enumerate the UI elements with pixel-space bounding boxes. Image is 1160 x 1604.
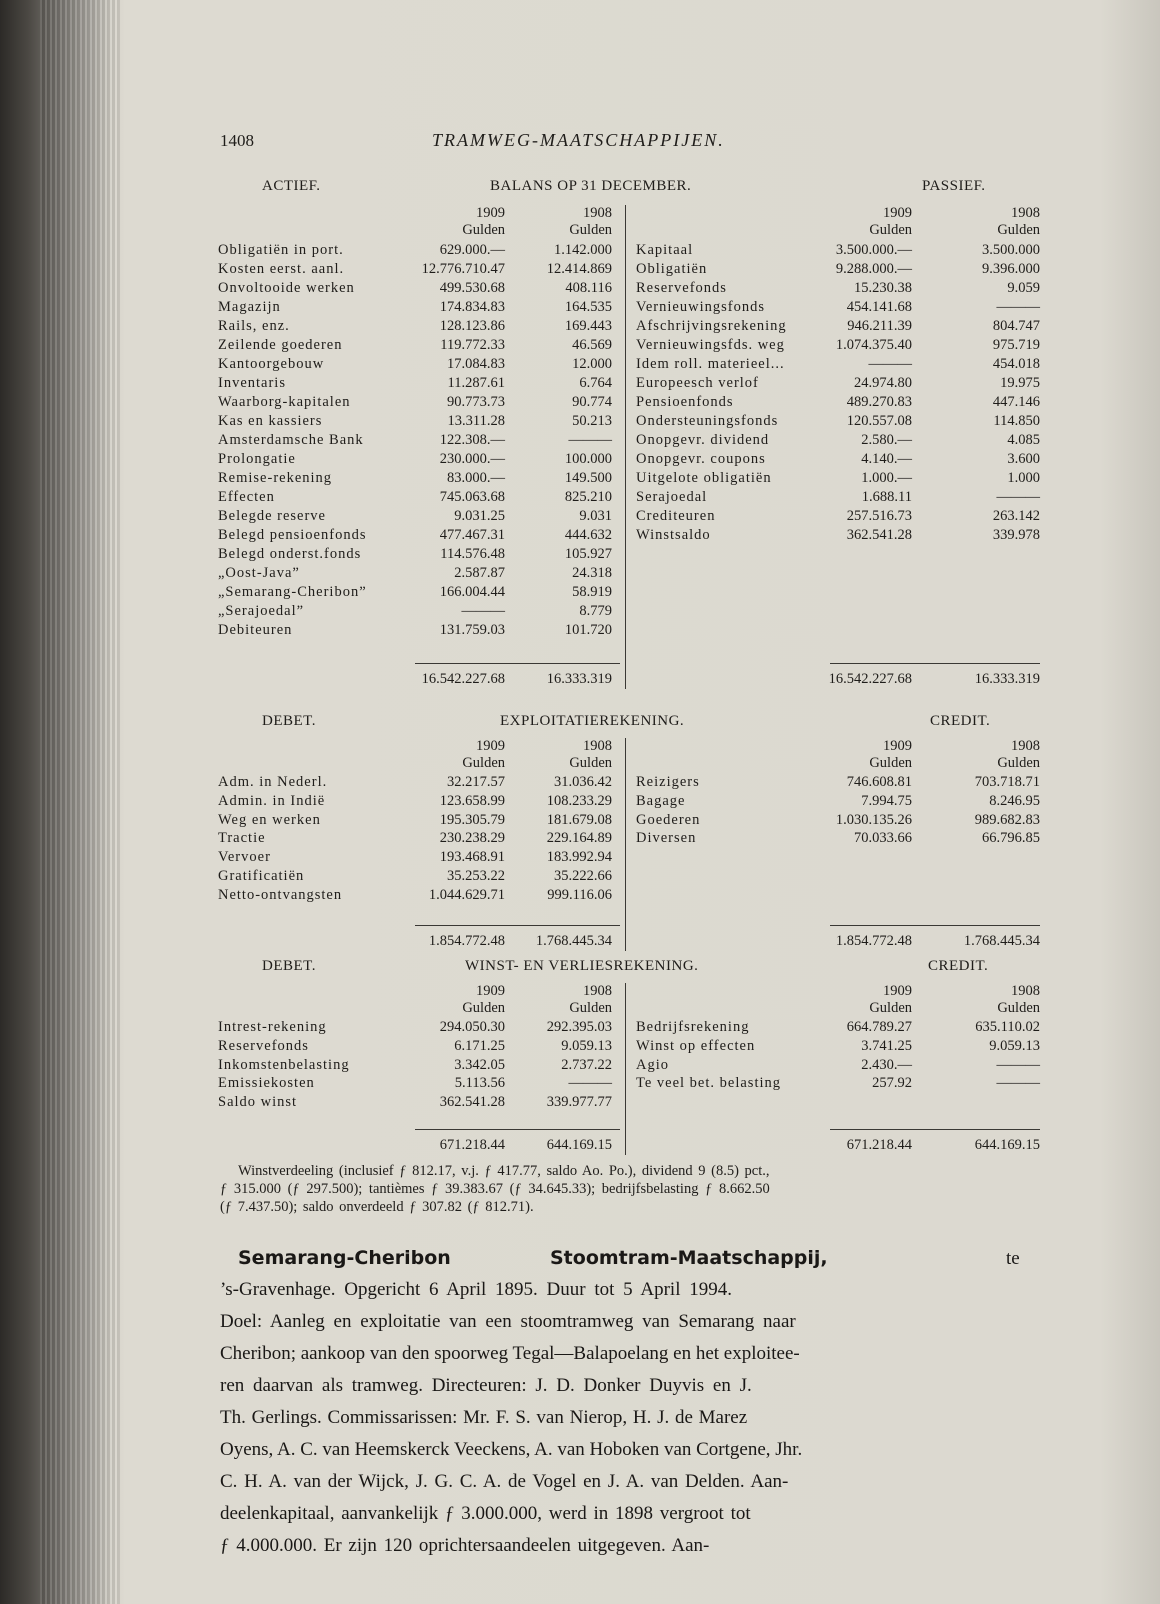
exploitatie-left-value-1908: 999.116.06	[547, 886, 612, 903]
exploitatie-left-value-1909: 1.044.629.71	[428, 886, 505, 903]
balans-left-item-label: Belegd pensioenfonds	[218, 527, 367, 543]
balans-year-header: 1908	[1011, 205, 1040, 221]
winst-left-item-label: Intrest-rekening	[218, 1019, 327, 1035]
balans-right-value-1908: 975.719	[992, 337, 1040, 353]
exploitatie-left-value-1908: 183.992.94	[546, 849, 612, 866]
balans-right-total-1909: 16.542.227.68	[828, 671, 912, 687]
exploitatie-left-value-1909: 123.658.99	[439, 792, 505, 809]
winst-right-value-1908: 635.110.02	[975, 1019, 1040, 1035]
winst-left-value-1908: 292.395.03	[546, 1019, 612, 1035]
exploitatie-unit-header: Gulden	[462, 755, 505, 771]
company-name-suffix: te	[1006, 1248, 1020, 1269]
winst-right-value-1908: ———	[996, 1056, 1040, 1073]
balans-left-item-label: Belegde reserve	[218, 508, 326, 524]
exploitatie-right-value-1909: 746.608.81	[846, 774, 912, 790]
balans-right-item-label: Crediteuren	[636, 508, 716, 524]
balans-left-value-1909: 12.776.710.47	[421, 261, 505, 277]
balans-left-item-label: „Oost-Java”	[218, 565, 300, 581]
balans-left-label: ACTIEF.	[262, 178, 321, 194]
balans-right-value-1909: 454.141.68	[846, 299, 912, 315]
exploitatie-divider	[625, 738, 626, 951]
balans-right-item-label: Vernieuwingsfonds	[636, 299, 765, 315]
balans-left-value-1909: 131.759.03	[439, 622, 505, 638]
winst-right-item-label: Bedrijfsrekening	[636, 1019, 750, 1035]
balans-right-item-label: Serajoedal	[636, 489, 708, 505]
company-line-1: ’s-Gravenhage. Opgericht 6 April 1895. Duur tot 5 April 1994.	[220, 1279, 732, 1300]
balans-left-value-1909: 90.773.73	[447, 394, 505, 410]
winst-right-value-1908: 9.059.13	[989, 1037, 1040, 1054]
exploitatie-right-value-1908: 989.682.83	[974, 811, 1040, 828]
exploitatie-left-value-1909: 32.217.57	[447, 774, 505, 790]
exploitatie-right-value-1909: 70.033.66	[854, 830, 912, 847]
balans-left-item-label: Belegd onderst.fonds	[218, 546, 362, 562]
balans-right-value-1908: 3.600	[1007, 451, 1040, 467]
balans-left-value-1908: 164.535	[564, 299, 612, 315]
balans-left-value-1909: 11.287.61	[447, 375, 505, 391]
exploitatie-right-total-rule	[830, 925, 1040, 926]
exploitatie-left-item-label: Admin. in Indië	[218, 792, 326, 809]
winstverdeeling-line-1: Winstverdeeling (inclusief ƒ 812.17, v.j. ƒ 417.77, saldo Ao. Po.), dividend 9 (8.5) pct.,	[238, 1163, 770, 1179]
exploitatie-unit-header: Gulden	[997, 755, 1040, 771]
balans-right-item-label: Winstsaldo	[636, 527, 711, 543]
winst-left-value-1908: 339.977.77	[546, 1094, 612, 1111]
company-line-7: C. H. A. van der Wijck, J. G. C. A. de Vogel en J. A. van Delden. Aan-	[220, 1471, 789, 1492]
balans-right-value-1908: 1.000	[1007, 470, 1040, 486]
balans-left-value-1909: 122.308.—	[439, 432, 505, 448]
company-line-8: deelenkapitaal, aanvankelijk ƒ 3.000.000, werd in 1898 vergroot tot	[220, 1503, 751, 1524]
balans-right-value-1908: 19.975	[1000, 375, 1040, 391]
balans-right-item-label: Afschrijvingsrekening	[636, 318, 787, 334]
balans-left-value-1908: ———	[568, 432, 612, 448]
balans-unit-header: Gulden	[462, 222, 505, 238]
balans-left-item-label: Rails, enz.	[218, 318, 290, 334]
balans-right-value-1909: 489.270.83	[846, 394, 912, 410]
exploitatie-left-total-1909: 1.854.772.48	[428, 933, 505, 949]
exploitatie-right-value-1909: 7.994.75	[861, 792, 912, 809]
company-line-5: Th. Gerlings. Commissarissen: Mr. F. S. van Nierop, H. J. de Marez	[220, 1407, 748, 1428]
winst-title: WINST- EN VERLIESREKENING.	[465, 958, 699, 974]
page-number: 1408	[220, 131, 254, 150]
balans-left-value-1908: 6.764	[579, 375, 612, 391]
winst-left-value-1909: 5.113.56	[454, 1075, 505, 1092]
exploitatie-year-header: 1908	[1011, 738, 1040, 754]
company-line-2: Doel: Aanleg en exploitatie van een stoomtramweg van Semarang naar	[220, 1311, 796, 1332]
company-line-4: ren daarvan als tramweg. Directeuren: J. D. Donker Duyvis en J.	[220, 1375, 752, 1396]
exploitatie-right-item-label: Goederen	[636, 811, 701, 828]
exploitatie-left-item-label: Tractie	[218, 830, 266, 847]
balans-right-value-1909: 3.500.000.—	[835, 242, 912, 258]
company-line-9: ƒ 4.000.000. Er zijn 120 oprichtersaandeelen uitgegeven. Aan-	[220, 1535, 710, 1556]
balans-right-value-1909: ———	[868, 356, 912, 372]
balans-right-value-1908: 454.018	[992, 356, 1040, 372]
winst-left-value-1909: 6.171.25	[454, 1037, 505, 1054]
exploitatie-left-item-label: Adm. in Nederl.	[218, 774, 328, 790]
balans-right-value-1909: 2.580.—	[861, 432, 912, 448]
exploitatie-right-value-1908: 66.796.85	[982, 830, 1040, 847]
balans-left-item-label: Inventaris	[218, 375, 286, 391]
balans-left-value-1909: 745.063.68	[439, 489, 505, 505]
balans-left-value-1909: ———	[461, 603, 505, 619]
winst-right-value-1909: 2.430.—	[861, 1056, 912, 1073]
balans-left-value-1908: 24.318	[572, 565, 612, 581]
balans-right-item-label: Uitgelote obligatiën	[636, 470, 772, 486]
winst-year-header: 1908	[583, 983, 612, 999]
balans-right-value-1909: 1.074.375.40	[835, 337, 912, 353]
exploitatie-left-value-1909: 195.305.79	[439, 811, 505, 828]
winst-unit-header: Gulden	[569, 1000, 612, 1016]
exploitatie-left-value-1909: 230.238.29	[439, 830, 505, 847]
balans-left-total-1908: 16.333.319	[546, 671, 612, 687]
balans-left-value-1909: 119.772.33	[440, 337, 505, 353]
balans-left-value-1908: 9.031	[579, 508, 612, 524]
winst-left-value-1909: 3.342.05	[454, 1056, 505, 1073]
balans-left-item-label: Kosten eerst. aanl.	[218, 261, 345, 277]
winst-year-header: 1908	[1011, 983, 1040, 999]
balans-left-item-label: Kantoorgebouw	[218, 356, 325, 372]
balans-left-item-label: Zeilende goederen	[218, 337, 343, 353]
balans-right-value-1909: 15.230.38	[854, 280, 912, 296]
company-name-part-2: Stoomtram-Maatschappij,	[550, 1247, 828, 1269]
company-heading	[238, 1246, 1038, 1271]
balans-left-value-1909: 477.467.31	[439, 527, 505, 543]
exploitatie-left-value-1909: 35.253.22	[447, 868, 505, 884]
balans-right-value-1909: 362.541.28	[846, 527, 912, 543]
balans-left-value-1909: 499.530.68	[439, 280, 505, 296]
company-line-6: Oyens, A. C. van Heemskerck Veeckens, A. van Hoboken van Cortgene, Jhr.	[220, 1439, 803, 1460]
book-spine	[40, 0, 120, 1604]
balans-left-value-1908: 105.927	[564, 546, 612, 562]
exploitatie-right-total-1908: 1.768.445.34	[963, 933, 1040, 949]
balans-right-item-label: Ondersteuningsfonds	[636, 413, 779, 429]
balans-left-value-1908: 825.210	[564, 489, 612, 505]
winst-left-value-1908: ———	[568, 1075, 612, 1092]
balans-right-value-1908: 9.396.000	[982, 261, 1040, 277]
winst-divider	[625, 983, 626, 1155]
exploitatie-year-header: 1909	[476, 738, 505, 754]
balans-left-value-1909: 83.000.—	[447, 470, 505, 486]
exploitatie-left-value-1908: 181.679.08	[546, 811, 612, 828]
balans-right-item-label: Obligatiën	[636, 261, 708, 277]
exploitatie-right-item-label: Diversen	[636, 830, 697, 847]
winst-right-total-rule	[830, 1129, 1040, 1130]
balans-right-value-1908: 339.978	[992, 527, 1040, 543]
balans-year-header: 1909	[476, 205, 505, 221]
winst-left-label: DEBET.	[262, 958, 316, 974]
balans-right-value-1908: 447.146	[992, 394, 1040, 410]
balans-left-value-1909: 9.031.25	[454, 508, 505, 524]
winst-right-item-label: Agio	[636, 1056, 669, 1073]
balans-right-item-label: Europeesch verlof	[636, 375, 759, 391]
winst-right-item-label: Te veel bet. belasting	[636, 1075, 781, 1092]
running-title: TRAMWEG-MAATSCHAPPIJEN.	[432, 130, 725, 150]
winstverdeeling-line-2: ƒ 315.000 (ƒ 297.500); tantièmes ƒ 39.383.67 (ƒ 34.645.33); bedrijfsbelasting ƒ 8.662.50	[220, 1181, 770, 1197]
balans-left-value-1908: 101.720	[564, 622, 612, 638]
exploitatie-left-total-rule	[415, 925, 620, 926]
exploitatie-right-item-label: Bagage	[636, 792, 686, 809]
winst-unit-header: Gulden	[869, 1000, 912, 1016]
winst-right-label: CREDIT.	[928, 958, 989, 974]
balans-left-item-label: Onvoltooide werken	[218, 280, 355, 296]
winst-left-value-1908: 2.737.22	[561, 1056, 612, 1073]
winst-left-item-label: Reservefonds	[218, 1037, 309, 1054]
balans-title: BALANS OP 31 DECEMBER.	[490, 178, 692, 194]
balans-right-item-label: Onopgevr. coupons	[636, 451, 766, 467]
balans-left-item-label: Kas en kassiers	[218, 413, 323, 429]
balans-right-value-1909: 257.516.73	[846, 508, 912, 524]
exploitatie-right-value-1908: 8.246.95	[989, 792, 1040, 809]
balans-right-value-1908: ———	[996, 299, 1040, 315]
exploitatie-left-item-label: Weg en werken	[218, 811, 321, 828]
balans-right-value-1909: 4.140.—	[861, 451, 912, 467]
balans-left-value-1908: 444.632	[564, 527, 612, 543]
exploitatie-year-header: 1909	[883, 738, 912, 754]
winst-right-value-1908: ———	[996, 1075, 1040, 1092]
exploitatie-right-value-1909: 1.030.135.26	[835, 811, 912, 828]
winst-year-header: 1909	[883, 983, 912, 999]
balans-right-value-1908: ———	[996, 489, 1040, 505]
balans-right-value-1909: 24.974.80	[854, 375, 912, 391]
winst-right-value-1909: 257.92	[872, 1075, 912, 1092]
winst-unit-header: Gulden	[462, 1000, 505, 1016]
company-name-part-1: Semarang-Cheribon	[238, 1247, 451, 1269]
winst-left-item-label: Inkomstenbelasting	[218, 1056, 350, 1073]
balans-left-item-label: Amsterdamsche Bank	[218, 432, 364, 448]
balans-year-header: 1909	[883, 205, 912, 221]
balans-left-value-1909: 174.834.83	[439, 299, 505, 315]
balans-left-item-label: Obligatiën in port.	[218, 242, 344, 258]
balans-left-value-1909: 17.084.83	[447, 356, 505, 372]
balans-left-value-1908: 90.774	[572, 394, 612, 410]
balans-right-label: PASSIEF.	[922, 178, 986, 194]
balans-unit-header: Gulden	[869, 222, 912, 238]
exploitatie-right-value-1908: 703.718.71	[974, 774, 1040, 790]
balans-left-item-label: Remise-rekening	[218, 470, 333, 486]
exploitatie-left-item-label: Netto-ontvangsten	[218, 886, 343, 903]
winst-right-value-1909: 664.789.27	[846, 1019, 912, 1035]
exploitatie-left-label: DEBET.	[262, 713, 316, 729]
winst-left-total-1908: 644.169.15	[546, 1137, 612, 1153]
exploitatie-year-header: 1908	[583, 738, 612, 754]
winst-left-item-label: Emissiekosten	[218, 1075, 315, 1092]
balans-right-value-1908: 4.085	[1007, 432, 1040, 448]
balans-divider	[625, 205, 626, 689]
winst-right-value-1909: 3.741.25	[861, 1037, 912, 1054]
winst-year-header: 1909	[476, 983, 505, 999]
exploitatie-left-value-1908: 35.222.66	[554, 868, 612, 884]
balans-left-value-1908: 12.000	[572, 356, 612, 372]
balans-left-value-1908: 58.919	[572, 584, 612, 600]
balans-right-item-label: Onopgevr. dividend	[636, 432, 770, 448]
balans-right-total-1908: 16.333.319	[974, 671, 1040, 687]
balans-left-value-1908: 100.000	[564, 451, 612, 467]
balans-left-value-1908: 1.142.000	[554, 242, 612, 258]
balans-left-item-label: „Serajoedal”	[218, 603, 305, 619]
balans-left-value-1909: 128.123.86	[439, 318, 505, 334]
balans-right-value-1908: 114.850	[993, 413, 1040, 429]
exploitatie-right-label: CREDIT.	[930, 713, 991, 729]
exploitatie-left-value-1908: 31.036.42	[554, 774, 612, 790]
winst-right-total-1908: 644.169.15	[974, 1137, 1040, 1153]
balans-right-item-label: Pensioenfonds	[636, 394, 734, 410]
balans-right-value-1909: 120.557.08	[846, 413, 912, 429]
exploitatie-left-value-1909: 193.468.91	[439, 849, 505, 866]
balans-unit-header: Gulden	[569, 222, 612, 238]
winst-left-value-1909: 362.541.28	[439, 1094, 505, 1111]
balans-left-value-1908: 149.500	[564, 470, 612, 486]
balans-left-item-label: „Semarang-Cheribon”	[218, 584, 367, 600]
balans-left-value-1908: 8.779	[579, 603, 612, 619]
balans-left-total-1909: 16.542.227.68	[421, 671, 505, 687]
winst-right-item-label: Winst op effecten	[636, 1037, 756, 1054]
exploitatie-unit-header: Gulden	[869, 755, 912, 771]
winstverdeeling-line-3: (ƒ 7.437.50); saldo onverdeeld ƒ 307.82 (ƒ 812.71).	[220, 1199, 534, 1215]
balans-left-item-label: Debiteuren	[218, 622, 293, 638]
balans-right-value-1909: 9.288.000.—	[835, 261, 912, 277]
balans-right-item-label: Reservefonds	[636, 280, 727, 296]
balans-left-value-1909: 166.004.44	[439, 584, 505, 600]
balans-right-value-1909: 1.688.11	[861, 489, 912, 505]
balans-right-value-1908: 9.059	[1007, 280, 1040, 296]
balans-left-item-label: Effecten	[218, 489, 275, 505]
exploitatie-right-item-label: Reizigers	[636, 774, 700, 790]
balans-left-item-label: Waarborg-kapitalen	[218, 394, 351, 410]
balans-left-value-1909: 114.576.48	[440, 546, 505, 562]
winst-unit-header: Gulden	[997, 1000, 1040, 1016]
exploitatie-left-value-1908: 108.233.29	[546, 792, 612, 809]
balans-right-value-1908: 263.142	[992, 508, 1040, 524]
balans-left-value-1909: 2.587.87	[454, 565, 505, 581]
balans-left-value-1909: 230.000.—	[439, 451, 505, 467]
winst-right-total-1909: 671.218.44	[846, 1137, 912, 1153]
exploitatie-left-value-1908: 229.164.89	[546, 830, 612, 847]
winst-left-total-1909: 671.218.44	[439, 1137, 505, 1153]
balans-left-total-rule	[415, 663, 620, 664]
winst-left-total-rule	[415, 1129, 620, 1130]
balans-right-total-rule	[830, 663, 1040, 664]
balans-right-value-1908: 3.500.000	[982, 242, 1040, 258]
balans-right-value-1909: 946.211.39	[847, 318, 912, 334]
balans-left-value-1908: 408.116	[565, 280, 612, 296]
balans-left-value-1908: 50.213	[572, 413, 612, 429]
balans-right-value-1909: 1.000.—	[861, 470, 912, 486]
balans-left-value-1908: 169.443	[564, 318, 612, 334]
exploitatie-left-item-label: Vervoer	[218, 849, 271, 866]
balans-left-value-1908: 46.569	[572, 337, 612, 353]
balans-left-value-1909: 13.311.28	[447, 413, 505, 429]
exploitatie-unit-header: Gulden	[569, 755, 612, 771]
balans-left-value-1908: 12.414.869	[546, 261, 612, 277]
balans-right-item-label: Idem roll. materieel...	[636, 356, 785, 372]
exploitatie-left-total-1908: 1.768.445.34	[535, 933, 612, 949]
winst-left-value-1908: 9.059.13	[561, 1037, 612, 1054]
company-line-3: Cheribon; aankoop van den spoorweg Tegal—Balapoelang en het exploitee-	[220, 1343, 800, 1364]
balans-left-item-label: Magazijn	[218, 299, 281, 315]
balans-left-item-label: Prolongatie	[218, 451, 296, 467]
exploitatie-left-item-label: Gratificatiën	[218, 868, 305, 884]
balans-left-value-1909: 629.000.—	[439, 242, 505, 258]
exploitatie-right-total-1909: 1.854.772.48	[835, 933, 912, 949]
exploitatie-title: EXPLOITATIEREKENING.	[500, 713, 685, 729]
balans-year-header: 1908	[583, 205, 612, 221]
balans-right-value-1908: 804.747	[992, 318, 1040, 334]
winst-left-value-1909: 294.050.30	[439, 1019, 505, 1035]
balans-right-item-label: Kapitaal	[636, 242, 694, 258]
balans-unit-header: Gulden	[997, 222, 1040, 238]
winst-left-item-label: Saldo winst	[218, 1094, 298, 1111]
balans-right-item-label: Vernieuwingsfds. weg	[636, 337, 785, 353]
